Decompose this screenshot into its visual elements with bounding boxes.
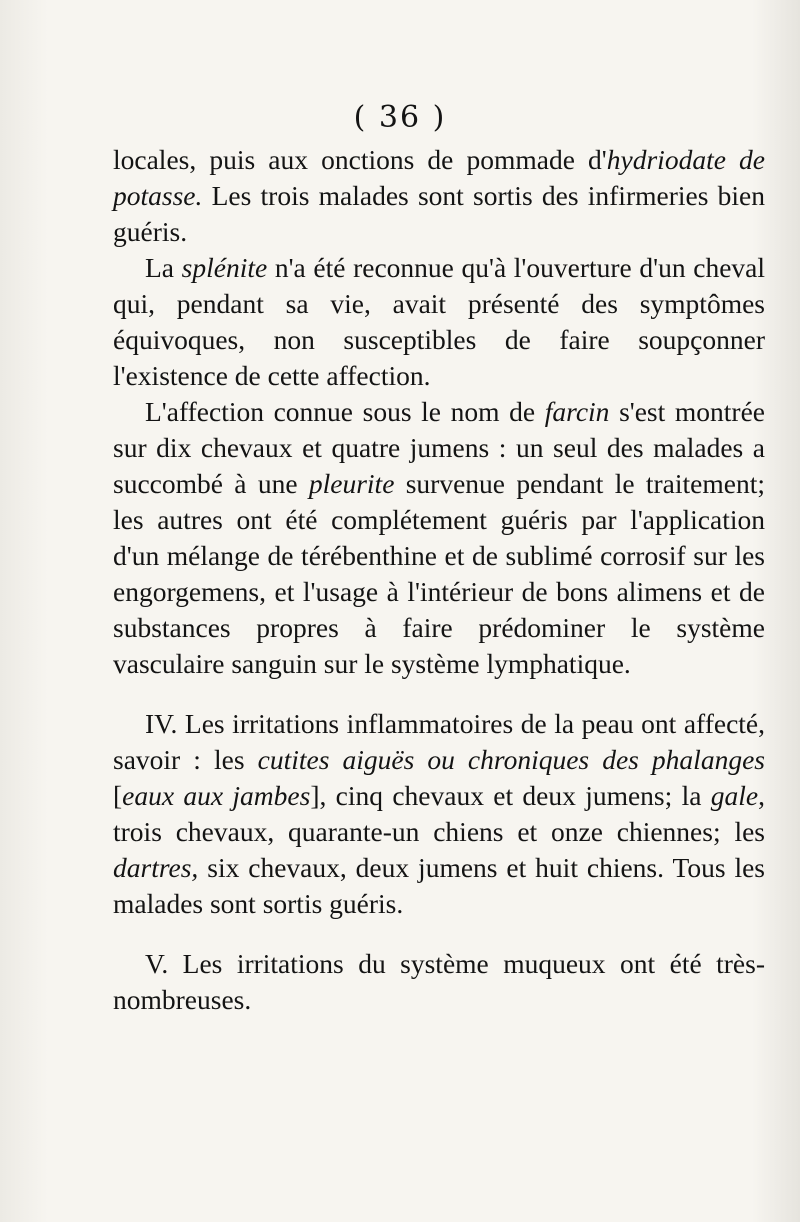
para-splenite bbox=[113, 250, 765, 394]
text-run: survenue pendant le traitement; les autres ont été complétement guéris par l'application d'un mélange de térébenthine et de sublimé corrosif sur les engorgemens, et l'usage à l'intérieur de bons alimens et de substances propres à faire prédominer le système vasculaire sanguin sur le système lymphatique. bbox=[113, 468, 765, 679]
text-run: V. Les irritations du système muqueux ont été très-nombreuses. bbox=[113, 948, 765, 1015]
text-run: [ bbox=[113, 780, 123, 811]
italic-term: pleurite bbox=[308, 468, 395, 499]
para-farcin bbox=[113, 394, 765, 682]
italic-term: splénite bbox=[181, 252, 268, 283]
text-run: IV. Les irritations inflammatoires de la peau ont affecté, savoir : les bbox=[113, 708, 765, 775]
italic-term: eaux aux jambes bbox=[122, 780, 311, 811]
text-run: s'est montrée sur dix chevaux et quatre jumens : un seul des malades a succombé à une bbox=[113, 396, 766, 499]
text-run: L'affection connue sous le nom de bbox=[145, 396, 545, 427]
text-run: ], cinq chevaux et deux jumens; la bbox=[310, 780, 711, 811]
para-continuation bbox=[113, 142, 765, 250]
text-run: Les trois malades sont sortis des infirmeries bien guéris. bbox=[113, 180, 765, 247]
para-section-iv bbox=[113, 706, 765, 922]
italic-term: hydriodate de potasse. bbox=[113, 144, 765, 211]
text-run: locales, puis aux onctions de pommade d' bbox=[113, 144, 607, 175]
italic-term: cutites aiguës ou chroniques des phalanges bbox=[257, 744, 765, 775]
para-section-v bbox=[113, 946, 765, 1018]
body-text bbox=[113, 142, 765, 1018]
italic-term: dartres, bbox=[113, 852, 199, 883]
italic-term: farcin bbox=[544, 396, 610, 427]
page-number: ( 36 ) bbox=[353, 100, 447, 135]
text-run: n'a été reconnue qu'à l'ouverture d'un cheval qui, pendant sa vie, avait présenté des symptômes équivoques, non susceptibles de faire soupçonner l'existence de cette affection. bbox=[113, 252, 765, 391]
text-run: La bbox=[145, 252, 182, 283]
text-run: six chevaux, deux jumens et huit chiens. Tous les malades sont sortis guéris. bbox=[113, 852, 765, 919]
italic-term: gale bbox=[710, 780, 759, 811]
text-run: , trois chevaux, quarante-un chiens et onze chiennes; les bbox=[113, 780, 765, 847]
